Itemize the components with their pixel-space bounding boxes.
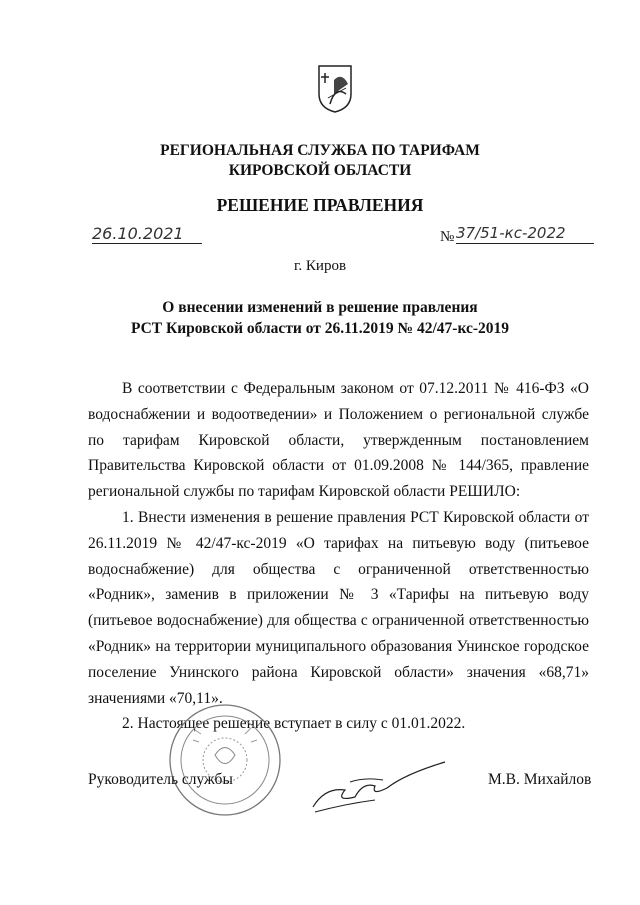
date-underline bbox=[92, 243, 202, 244]
signature-icon bbox=[305, 752, 455, 822]
item-2-paragraph: 2. Настоящее решение вступает в силу с 01.01.2022. bbox=[122, 715, 466, 733]
subject-line2: РСТ Кировской области от 26.11.2019 № 42/47-кс-2019 bbox=[130, 320, 510, 337]
document-date: 26.10.2021 bbox=[92, 224, 184, 243]
item-1-paragraph: 1. Внести изменения в решение правления РСТ Кировской области от 26.11.2019 № 42/47-кс-2019 «О тарифах на питьевую воду (питьевое водоснабжение) для общества с ограниченной ответственностью «Родник», заменив в приложении № 3 «Тарифы на питьевую воду (питьевое водоснабжение) для общества с ограниченной ответственностью «Родник» на территории муниципального образования Унинское городское поселение Унинского района Кировской области» значения «68,71» значениями «70,11». bbox=[88, 508, 589, 707]
org-name-line1: РЕГИОНАЛЬНАЯ СЛУЖБА ПО ТАРИФАМ bbox=[160, 142, 480, 159]
signatory-name: М.В. Михайлов bbox=[488, 771, 592, 788]
document-body bbox=[88, 376, 589, 737]
signatory-position: Руководитель службы bbox=[88, 771, 233, 788]
coat-of-arms-icon bbox=[316, 64, 354, 114]
document-number: 37/51-кс-2022 bbox=[456, 224, 566, 242]
number-underline bbox=[456, 243, 594, 244]
official-stamp-icon bbox=[165, 700, 285, 820]
preamble-paragraph: В соответствии с Федеральным законом от 07.12.2011 № 416-ФЗ «О водоснабжении и водоотведении» и Положением о региональной службе по тарифам Кировской области, утвержденным постановлением Правительства Кировской области от 01.09.2008 № 144/365, правление региональной службы по тарифам Кировской области РЕШИЛО: bbox=[88, 380, 589, 501]
city: г. Киров bbox=[293, 258, 347, 274]
org-name-line2: КИРОВСКОЙ ОБЛАСТИ bbox=[228, 162, 412, 179]
number-label: № bbox=[440, 229, 455, 245]
document-type-title: РЕШЕНИЕ ПРАВЛЕНИЯ bbox=[216, 195, 424, 215]
subject-line1: О внесении изменений в решение правления bbox=[162, 299, 478, 316]
